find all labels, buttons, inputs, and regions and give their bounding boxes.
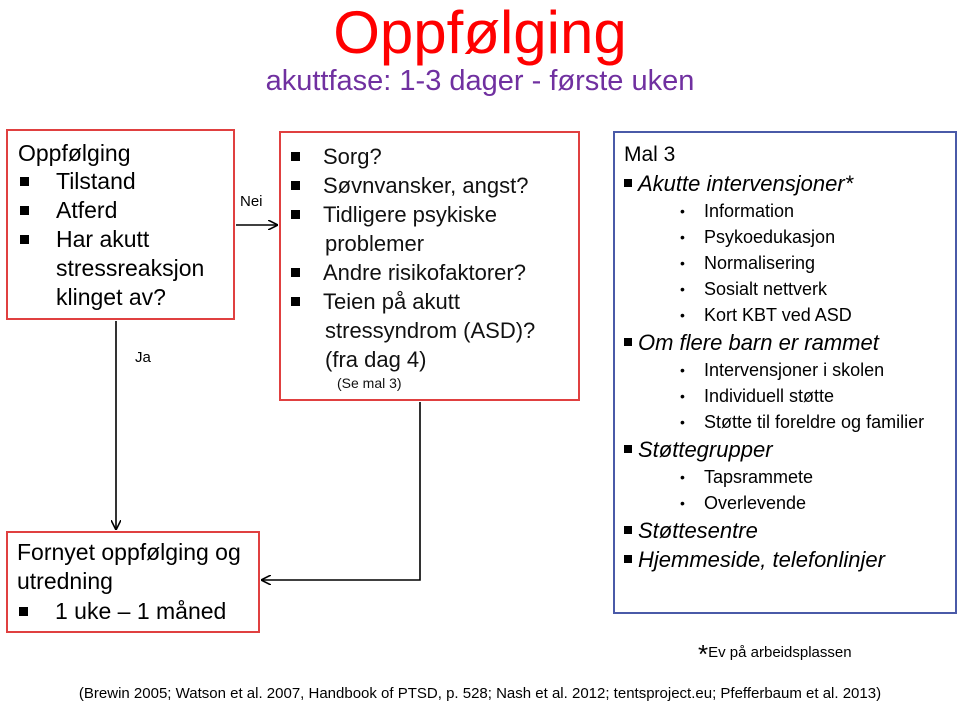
section-label: Akutte intervensjoner* bbox=[624, 169, 954, 198]
edge-label-no: Nei bbox=[240, 193, 263, 210]
section-label: Støttesentre bbox=[624, 516, 954, 545]
dot-bullet-icon: • bbox=[680, 255, 685, 271]
square-bullet-icon bbox=[624, 445, 632, 453]
list-item: 1 uke – 1 måned bbox=[19, 597, 275, 626]
references: (Brewin 2005; Watson et al. 2007, Handbook of PTSD, p. 528; Nash et al. 2012; tentsproject.eu; Pfefferbaum et al. 2013) bbox=[78, 685, 882, 702]
questions-box bbox=[279, 131, 580, 401]
list-item: • Kort KBT ved ASD bbox=[624, 302, 954, 328]
list-item: • Sosialt nettverk bbox=[624, 276, 954, 302]
list-item: Tilstand bbox=[20, 167, 230, 196]
section-label: Støttegrupper bbox=[624, 435, 954, 464]
square-bullet-icon bbox=[20, 206, 29, 215]
list-item-continuation: problemer bbox=[325, 231, 425, 256]
list-item-continuation: (fra dag 4) bbox=[325, 347, 427, 372]
questions-list bbox=[291, 142, 576, 392]
footnote bbox=[698, 640, 852, 667]
footnote-text: Ev på arbeidsplassen bbox=[708, 644, 852, 661]
square-bullet-icon bbox=[624, 526, 632, 534]
dot-bullet-icon: • bbox=[680, 362, 685, 378]
list-item: • Psykoedukasjon bbox=[624, 224, 954, 250]
square-bullet-icon bbox=[20, 177, 29, 186]
list-item: Har akutt stressreaksjon klinget av? bbox=[20, 225, 230, 312]
followup-list bbox=[20, 167, 230, 312]
list-item: • Individuell støtte bbox=[624, 383, 954, 409]
square-bullet-icon bbox=[624, 179, 632, 187]
list-item: • Overlevende bbox=[624, 490, 954, 516]
dot-bullet-icon: • bbox=[680, 281, 685, 297]
dot-bullet-icon: • bbox=[680, 203, 685, 219]
template-box bbox=[613, 131, 957, 614]
dot-bullet-icon: • bbox=[680, 495, 685, 511]
square-bullet-icon bbox=[19, 607, 28, 616]
list-item: Sorg? bbox=[291, 142, 576, 171]
page-subtitle: akuttfase: 1-3 dager - første uken bbox=[265, 65, 695, 97]
list-item: Teien på akutt bbox=[291, 287, 576, 316]
list-item: Atferd bbox=[20, 196, 230, 225]
dot-bullet-icon: • bbox=[680, 307, 685, 323]
list-item-continuation: stressyndrom (ASD)? bbox=[325, 318, 536, 343]
renewed-followup-box bbox=[6, 531, 260, 633]
template-title: Mal 3 bbox=[624, 143, 676, 166]
template-reference-note: (Se mal 3) bbox=[337, 375, 402, 391]
page-title: Oppfølging bbox=[333, 0, 627, 66]
list-item: • Intervensjoner i skolen bbox=[624, 357, 954, 383]
list-item: • Støtte til foreldre og familier bbox=[624, 409, 934, 435]
square-bullet-icon bbox=[291, 152, 300, 161]
section-label: Om flere barn er rammet bbox=[624, 328, 954, 357]
followup-box bbox=[6, 129, 235, 320]
list-item: • Tapsrammete bbox=[624, 464, 954, 490]
square-bullet-icon bbox=[20, 235, 29, 244]
square-bullet-icon bbox=[291, 268, 300, 277]
followup-heading: Oppfølging bbox=[18, 140, 131, 166]
square-bullet-icon bbox=[291, 297, 300, 306]
square-bullet-icon bbox=[291, 210, 300, 219]
list-item: • Normalisering bbox=[624, 250, 954, 276]
dot-bullet-icon: • bbox=[680, 388, 685, 404]
square-bullet-icon bbox=[291, 181, 300, 190]
list-item: Andre risikofaktorer? bbox=[291, 258, 576, 287]
footnote-star: * bbox=[698, 639, 709, 669]
square-bullet-icon bbox=[624, 555, 632, 563]
dot-bullet-icon: • bbox=[680, 414, 685, 430]
dot-bullet-icon: • bbox=[680, 229, 685, 245]
edge-label-yes: Ja bbox=[135, 349, 151, 366]
renewed-heading: Fornyet oppfølging og utredning bbox=[17, 539, 241, 594]
section-label: Hjemmeside, telefonlinjer bbox=[624, 545, 954, 574]
arrow-back bbox=[262, 402, 420, 580]
square-bullet-icon bbox=[624, 338, 632, 346]
list-item: • Information bbox=[624, 198, 954, 224]
list-item: Tidligere psykiske bbox=[291, 200, 576, 229]
dot-bullet-icon: • bbox=[680, 469, 685, 485]
list-item: Søvnvansker, angst? bbox=[291, 171, 576, 200]
